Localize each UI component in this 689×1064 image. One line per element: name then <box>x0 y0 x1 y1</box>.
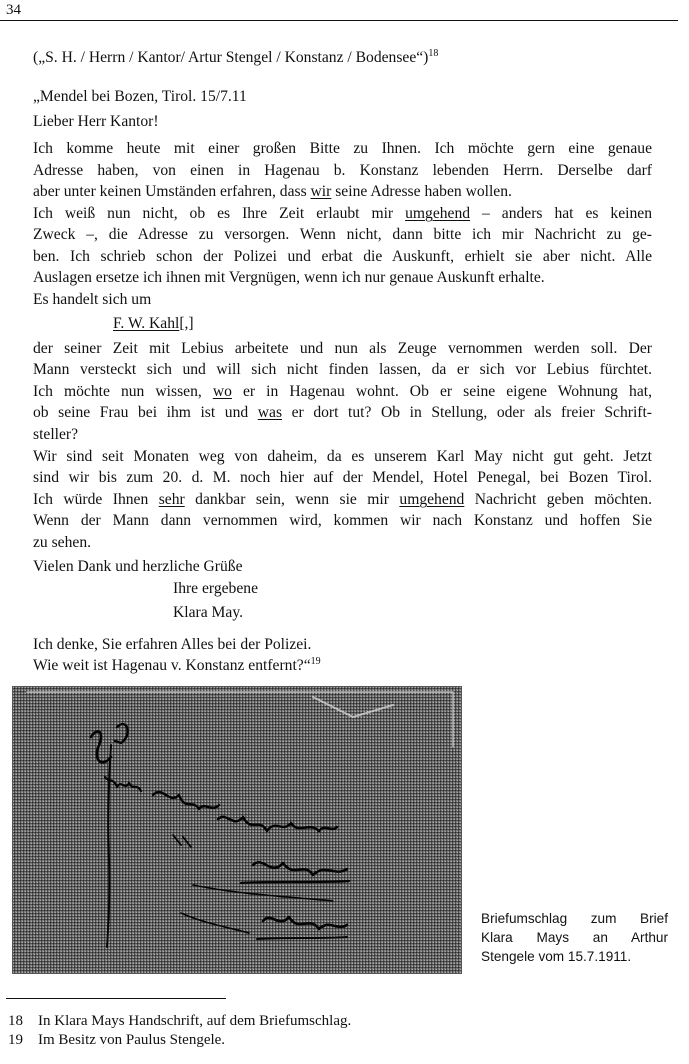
text-line <box>33 381 652 403</box>
name-line <box>113 313 194 335</box>
postscript-line: Ich denke, Sie erfahren Alles bei der Polizei. <box>33 636 312 653</box>
figure-caption <box>481 909 668 966</box>
footnote-rule <box>6 998 226 999</box>
footnote-18 <box>8 1013 351 1030</box>
address-text: („S. H. / Herrn / Kantor/ Artur Stengel / Konstanz / Bodensee“) <box>33 49 429 66</box>
text-line: zu sehen. <box>33 534 92 551</box>
text-line: Zweck –, die Adresse zu versorgen. Wenn nicht, dann bitte ich mir Nachricht zu ge- <box>33 226 652 243</box>
envelope-photo <box>12 686 462 974</box>
underlined-word: umgehend <box>405 205 471 222</box>
text-line: Auslagen ersetze ich ihnen mit Vergnügen, wenn ich nur genaue Auskunft erhalte. <box>33 269 545 286</box>
text-line <box>33 489 652 511</box>
text-run: ob seine Frau bei ihm ist und <box>33 404 258 421</box>
address-line <box>33 47 438 69</box>
text-line: der seiner Zeit mit Lebius arbeitete und nun als Zeuge vernommen werden soll. Der <box>33 340 652 357</box>
footnote-19 <box>8 1032 225 1049</box>
text-run: Wie weit ist Hagenau v. Konstanz entfernt?“ <box>33 657 311 674</box>
underlined-word: was <box>257 404 283 421</box>
text-run: er dort tut? Ob in Stellung, oder als freier Schrift- <box>282 404 652 421</box>
text-line: steller? <box>33 426 79 443</box>
header-rule <box>0 20 678 21</box>
text-run: Ich würde Ihnen <box>33 491 159 508</box>
underlined-word: umgehend <box>399 491 465 508</box>
caption-line: Briefumschlag zum Brief <box>481 911 668 926</box>
caption-line: Stengele vom 15.7.1911. <box>481 949 632 964</box>
envelope-handwriting <box>13 687 461 973</box>
postscript-line <box>33 655 321 677</box>
text-run: seine Adresse haben wollen. <box>331 183 512 200</box>
text-line: Mann versteckt sich und will sich nicht finden lassen, da er sich vor Lebius fürchtet. <box>33 361 652 378</box>
footnote-number: 18 <box>8 1013 23 1029</box>
footnote-number: 19 <box>8 1032 23 1048</box>
text-line: ben. Ich schrieb schon der Polizei und erbat die Auskunft, erhielt sie aber nicht. Alle <box>33 248 652 265</box>
underlined-word: wo <box>212 383 232 400</box>
underlined-word: sehr <box>158 491 185 508</box>
text-line <box>33 402 652 424</box>
text-line: Wenn der Mann dann vernommen wird, kommen wir nach Konstanz und hoffen Sie <box>33 512 652 529</box>
text-run: Ich weiß nun nicht, ob es Ihre Zeit erlaubt mir <box>33 205 406 222</box>
letter-closing: Vielen Dank und herzliche Grüße <box>33 558 243 575</box>
text-run: Ich möchte nun wissen, <box>33 383 213 400</box>
text-line <box>33 181 512 203</box>
text-run: er in Hagenau wohnt. Ob er seine eigene Wohnung hat, <box>231 383 652 400</box>
text-line: Es handelt sich um <box>33 291 152 308</box>
text-line: Adresse haben, von einen in Hagenau b. Konstanz lebenden Herrn. Derselbe darf <box>33 162 652 179</box>
underlined-name: F. W. Kahl <box>113 315 180 332</box>
letter-place-date: „Mendel bei Bozen, Tirol. 15/7.11 <box>33 88 247 105</box>
text-run: aber unter keinen Umständen erfahren, dass <box>33 183 311 200</box>
footnote-ref-18: 18 <box>428 48 439 59</box>
underlined-word: wir <box>310 183 332 200</box>
text-line: sind wir bis zum 20. d. M. noch hier auf der Mendel, Hotel Penegal, bei Bozen Tirol. <box>33 469 652 486</box>
text-run: – anders hat es keinen <box>470 205 652 222</box>
letter-signature: Klara May. <box>173 604 243 621</box>
footnote-ref-19: 19 <box>310 656 321 667</box>
caption-line: Klara Mays an Arthur <box>481 930 668 945</box>
text-run: dankbar sein, wenn sie mir <box>184 491 400 508</box>
footnote-text: In Klara Mays Handschrift, auf dem Briefumschlag. <box>38 1013 352 1029</box>
letter-salutation: Lieber Herr Kantor! <box>33 113 159 130</box>
text-line: Ich komme heute mit einer großen Bitte zu Ihnen. Ich möchte gern eine genaue <box>33 140 652 157</box>
text-run: Nachricht geben möchten. <box>464 491 652 508</box>
letter-signoff: Ihre ergebene <box>173 580 258 597</box>
text-line <box>33 203 652 225</box>
text-line: Wir sind seit Monaten weg von daheim, da es unserem Karl May nicht gut geht. Jetzt <box>33 448 652 465</box>
text-run: [,] <box>179 315 194 332</box>
page-number: 34 <box>6 2 21 18</box>
footnote-text: Im Besitz von Paulus Stengele. <box>38 1032 226 1048</box>
